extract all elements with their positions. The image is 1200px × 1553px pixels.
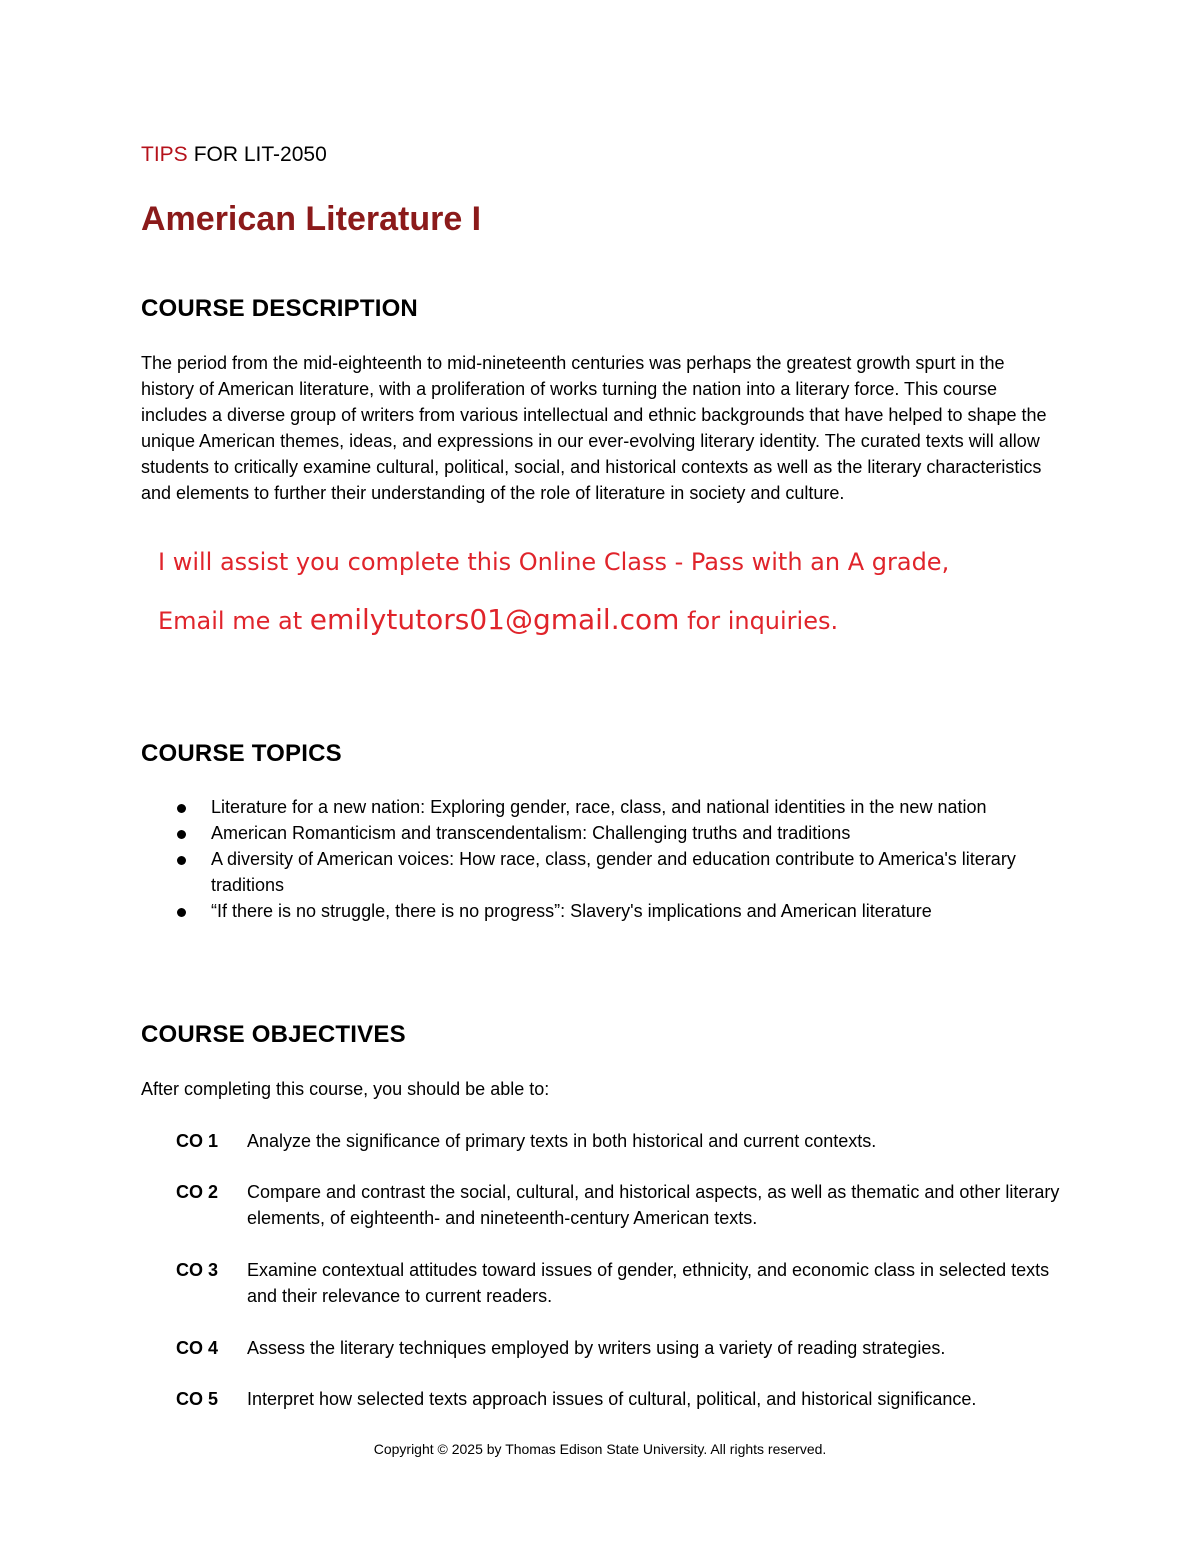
bullet-icon <box>177 830 186 839</box>
objective-text: Interpret how selected texts approach issues of cultural, political, and historical significance. <box>247 1389 977 1409</box>
course-topics-heading: COURSE TOPICS <box>141 740 342 767</box>
objective-label: CO 1 <box>176 1131 219 1151</box>
list-item: “If there is no struggle, there is no progress”: Slavery's implications and American literature <box>171 898 1081 924</box>
bullet-icon <box>177 804 186 813</box>
tips-label: TIPS <box>141 143 188 166</box>
bullet-icon <box>177 908 186 917</box>
promo-email: emilytutors01@gmail.com <box>309 603 680 636</box>
bullet-icon <box>177 856 186 865</box>
promo-suffix: for inquiries. <box>687 607 839 635</box>
list-item: American Romanticism and transcendentalism: Challenging truths and traditions <box>171 820 1081 846</box>
course-title: American Literature I <box>141 200 482 238</box>
list-item: Literature for a new nation: Exploring gender, race, class, and national identities in the new nation <box>171 794 1081 820</box>
course-description-text: The period from the mid-eighteenth to mid-nineteenth centuries was perhaps the greatest growth spurt in the history of American literature, with a proliferation of works turning the nation into a literary force. This course includes a diverse group of writers from various intellectual and ethnic backgrounds that have helped to shape the unique American themes, ideas, and expressions in our ever-evolving literary identity. The curated texts will allow students to critically examine cultural, political, social, and historical contexts as well as the literary characteristics and elements to further their understanding of the role of literature in society and culture. <box>141 353 1047 503</box>
promo-prefix: Email me at <box>158 607 303 635</box>
tips-line <box>141 142 327 168</box>
objective-text: Examine contextual attitudes toward issues of gender, ethnicity, and economic class in selected texts and their relevance to current readers. <box>247 1260 1050 1306</box>
objective-label: CO 4 <box>176 1338 219 1358</box>
objective-label: CO 3 <box>176 1260 219 1280</box>
objectives-intro: After completing this course, you should be able to: <box>141 1079 550 1099</box>
promo-line-2 <box>158 604 838 637</box>
course-topics-list <box>171 794 1081 924</box>
objective-text: Assess the literary techniques employed by writers using a variety of reading strategies. <box>247 1338 946 1358</box>
promo-line-1: I will assist you complete this Online Class - Pass with an A grade, <box>158 548 950 576</box>
objective-label: CO 2 <box>176 1182 219 1202</box>
copyright-footer: Copyright © 2025 by Thomas Edison State University. All rights reserved. <box>373 1441 827 1457</box>
course-objectives-heading: COURSE OBJECTIVES <box>141 1021 406 1048</box>
objective-label: CO 5 <box>176 1389 219 1409</box>
list-item: A diversity of American voices: How race, class, gender and education contribute to America's literary traditions <box>171 846 1081 898</box>
course-description-heading: COURSE DESCRIPTION <box>141 295 418 322</box>
objective-text: Compare and contrast the social, cultural, and historical aspects, as well as thematic and other literary elements, of eighteenth- and nineteenth-century American texts. <box>247 1182 1060 1228</box>
objective-text: Analyze the significance of primary texts in both historical and current contexts. <box>247 1131 877 1151</box>
course-code: FOR LIT-2050 <box>193 143 327 166</box>
